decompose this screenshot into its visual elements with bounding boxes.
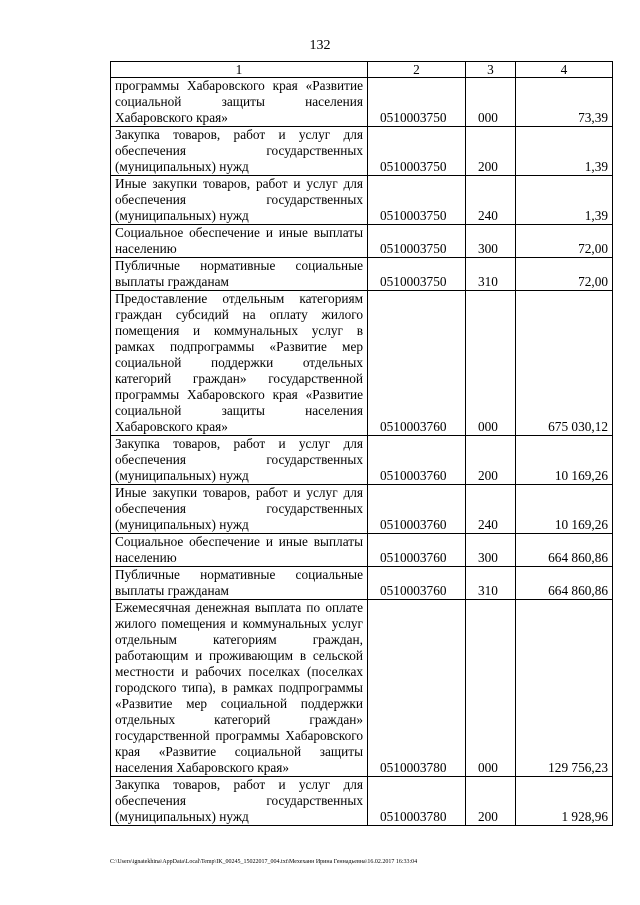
row-sum-cell: 72,00 bbox=[516, 225, 613, 258]
row-name-cell: Иные закупки товаров, работ и услуг для обеспечения государственных (муниципальных) нужд bbox=[111, 485, 368, 534]
row-code-cell: 0510003760 bbox=[368, 291, 466, 436]
row-code-cell: 0510003760 bbox=[368, 567, 466, 600]
row-type-cell: 240 bbox=[466, 176, 516, 225]
row-sum-cell: 1,39 bbox=[516, 176, 613, 225]
row-sum-cell: 73,39 bbox=[516, 78, 613, 127]
table-header-row bbox=[111, 62, 613, 78]
row-name-cell: Публичные нормативные социальные выплаты гражданам bbox=[111, 258, 368, 291]
row-sum-cell: 664 860,86 bbox=[516, 534, 613, 567]
table-row bbox=[111, 78, 613, 127]
row-type-cell: 000 bbox=[466, 291, 516, 436]
row-code-cell: 0510003750 bbox=[368, 258, 466, 291]
footer-file-path: C:\Users\ignatekhina\AppData\Local\Temp\IK_00245_15022017_004.txt\Мехеханн Ирина Геннадьевна\16.02.2017 16:33:04 bbox=[110, 859, 418, 865]
table-row bbox=[111, 600, 613, 777]
row-type-cell: 000 bbox=[466, 78, 516, 127]
row-sum-cell: 675 030,12 bbox=[516, 291, 613, 436]
row-sum-cell: 129 756,23 bbox=[516, 600, 613, 777]
table-row bbox=[111, 127, 613, 176]
row-sum-cell: 72,00 bbox=[516, 258, 613, 291]
table-row bbox=[111, 258, 613, 291]
table-row bbox=[111, 291, 613, 436]
row-name-cell: Ежемесячная денежная выплата по оплате жилого помещения и коммунальных услуг отдельным категориям граждан, работающим и проживающим в сельской местности и рабочих поселках (поселках городского типа), в рамках подпрограммы «Развитие мер социальной поддержки отдельных категорий граждан» государственной программы Хабаровского края «Развитие социальной защиты населения Хабаровского края» bbox=[111, 600, 368, 777]
row-name-cell: программы Хабаровского края «Развитие социальной защиты населения Хабаровского края» bbox=[111, 78, 368, 127]
row-sum-cell: 1,39 bbox=[516, 127, 613, 176]
row-code-cell: 0510003760 bbox=[368, 534, 466, 567]
column-header-2: 2 bbox=[368, 62, 466, 78]
row-code-cell: 0510003750 bbox=[368, 225, 466, 258]
row-sum-cell: 1 928,96 bbox=[516, 777, 613, 826]
budget-table bbox=[110, 61, 613, 826]
page-number: 132 bbox=[309, 38, 331, 53]
column-header-4: 4 bbox=[516, 62, 613, 78]
table-row bbox=[111, 777, 613, 826]
row-code-cell: 0510003780 bbox=[368, 777, 466, 826]
row-type-cell: 000 bbox=[466, 600, 516, 777]
row-code-cell: 0510003760 bbox=[368, 436, 466, 485]
row-type-cell: 310 bbox=[466, 258, 516, 291]
table-row bbox=[111, 225, 613, 258]
row-type-cell: 300 bbox=[466, 225, 516, 258]
table-row bbox=[111, 567, 613, 600]
row-name-cell: Иные закупки товаров, работ и услуг для обеспечения государственных (муниципальных) нужд bbox=[111, 176, 368, 225]
row-type-cell: 200 bbox=[466, 127, 516, 176]
row-name-cell: Публичные нормативные социальные выплаты гражданам bbox=[111, 567, 368, 600]
row-code-cell: 0510003750 bbox=[368, 127, 466, 176]
row-type-cell: 300 bbox=[466, 534, 516, 567]
row-name-cell: Закупка товаров, работ и услуг для обеспечения государственных (муниципальных) нужд bbox=[111, 127, 368, 176]
row-name-cell: Закупка товаров, работ и услуг для обеспечения государственных (муниципальных) нужд bbox=[111, 436, 368, 485]
row-sum-cell: 10 169,26 bbox=[516, 485, 613, 534]
table-row bbox=[111, 485, 613, 534]
row-code-cell: 0510003750 bbox=[368, 78, 466, 127]
row-name-cell: Социальное обеспечение и иные выплаты населению bbox=[111, 225, 368, 258]
row-type-cell: 200 bbox=[466, 436, 516, 485]
row-sum-cell: 664 860,86 bbox=[516, 567, 613, 600]
row-sum-cell: 10 169,26 bbox=[516, 436, 613, 485]
row-name-cell: Социальное обеспечение и иные выплаты населению bbox=[111, 534, 368, 567]
row-name-cell: Закупка товаров, работ и услуг для обеспечения государственных (муниципальных) нужд bbox=[111, 777, 368, 826]
table-row bbox=[111, 436, 613, 485]
row-type-cell: 310 bbox=[466, 567, 516, 600]
row-code-cell: 0510003760 bbox=[368, 485, 466, 534]
table-row bbox=[111, 534, 613, 567]
table-row bbox=[111, 176, 613, 225]
row-code-cell: 0510003750 bbox=[368, 176, 466, 225]
column-header-1: 1 bbox=[111, 62, 368, 78]
column-header-3: 3 bbox=[466, 62, 516, 78]
row-name-cell: Предоставление отдельным категориям граждан субсидий на оплату жилого помещения и коммунальных услуг в рамках подпрограммы «Развитие мер социальной поддержки отдельных категорий граждан» государственной программы Хабаровского края «Развитие социальной защиты населения Хабаровского края» bbox=[111, 291, 368, 436]
row-type-cell: 200 bbox=[466, 777, 516, 826]
row-type-cell: 240 bbox=[466, 485, 516, 534]
row-code-cell: 0510003780 bbox=[368, 600, 466, 777]
